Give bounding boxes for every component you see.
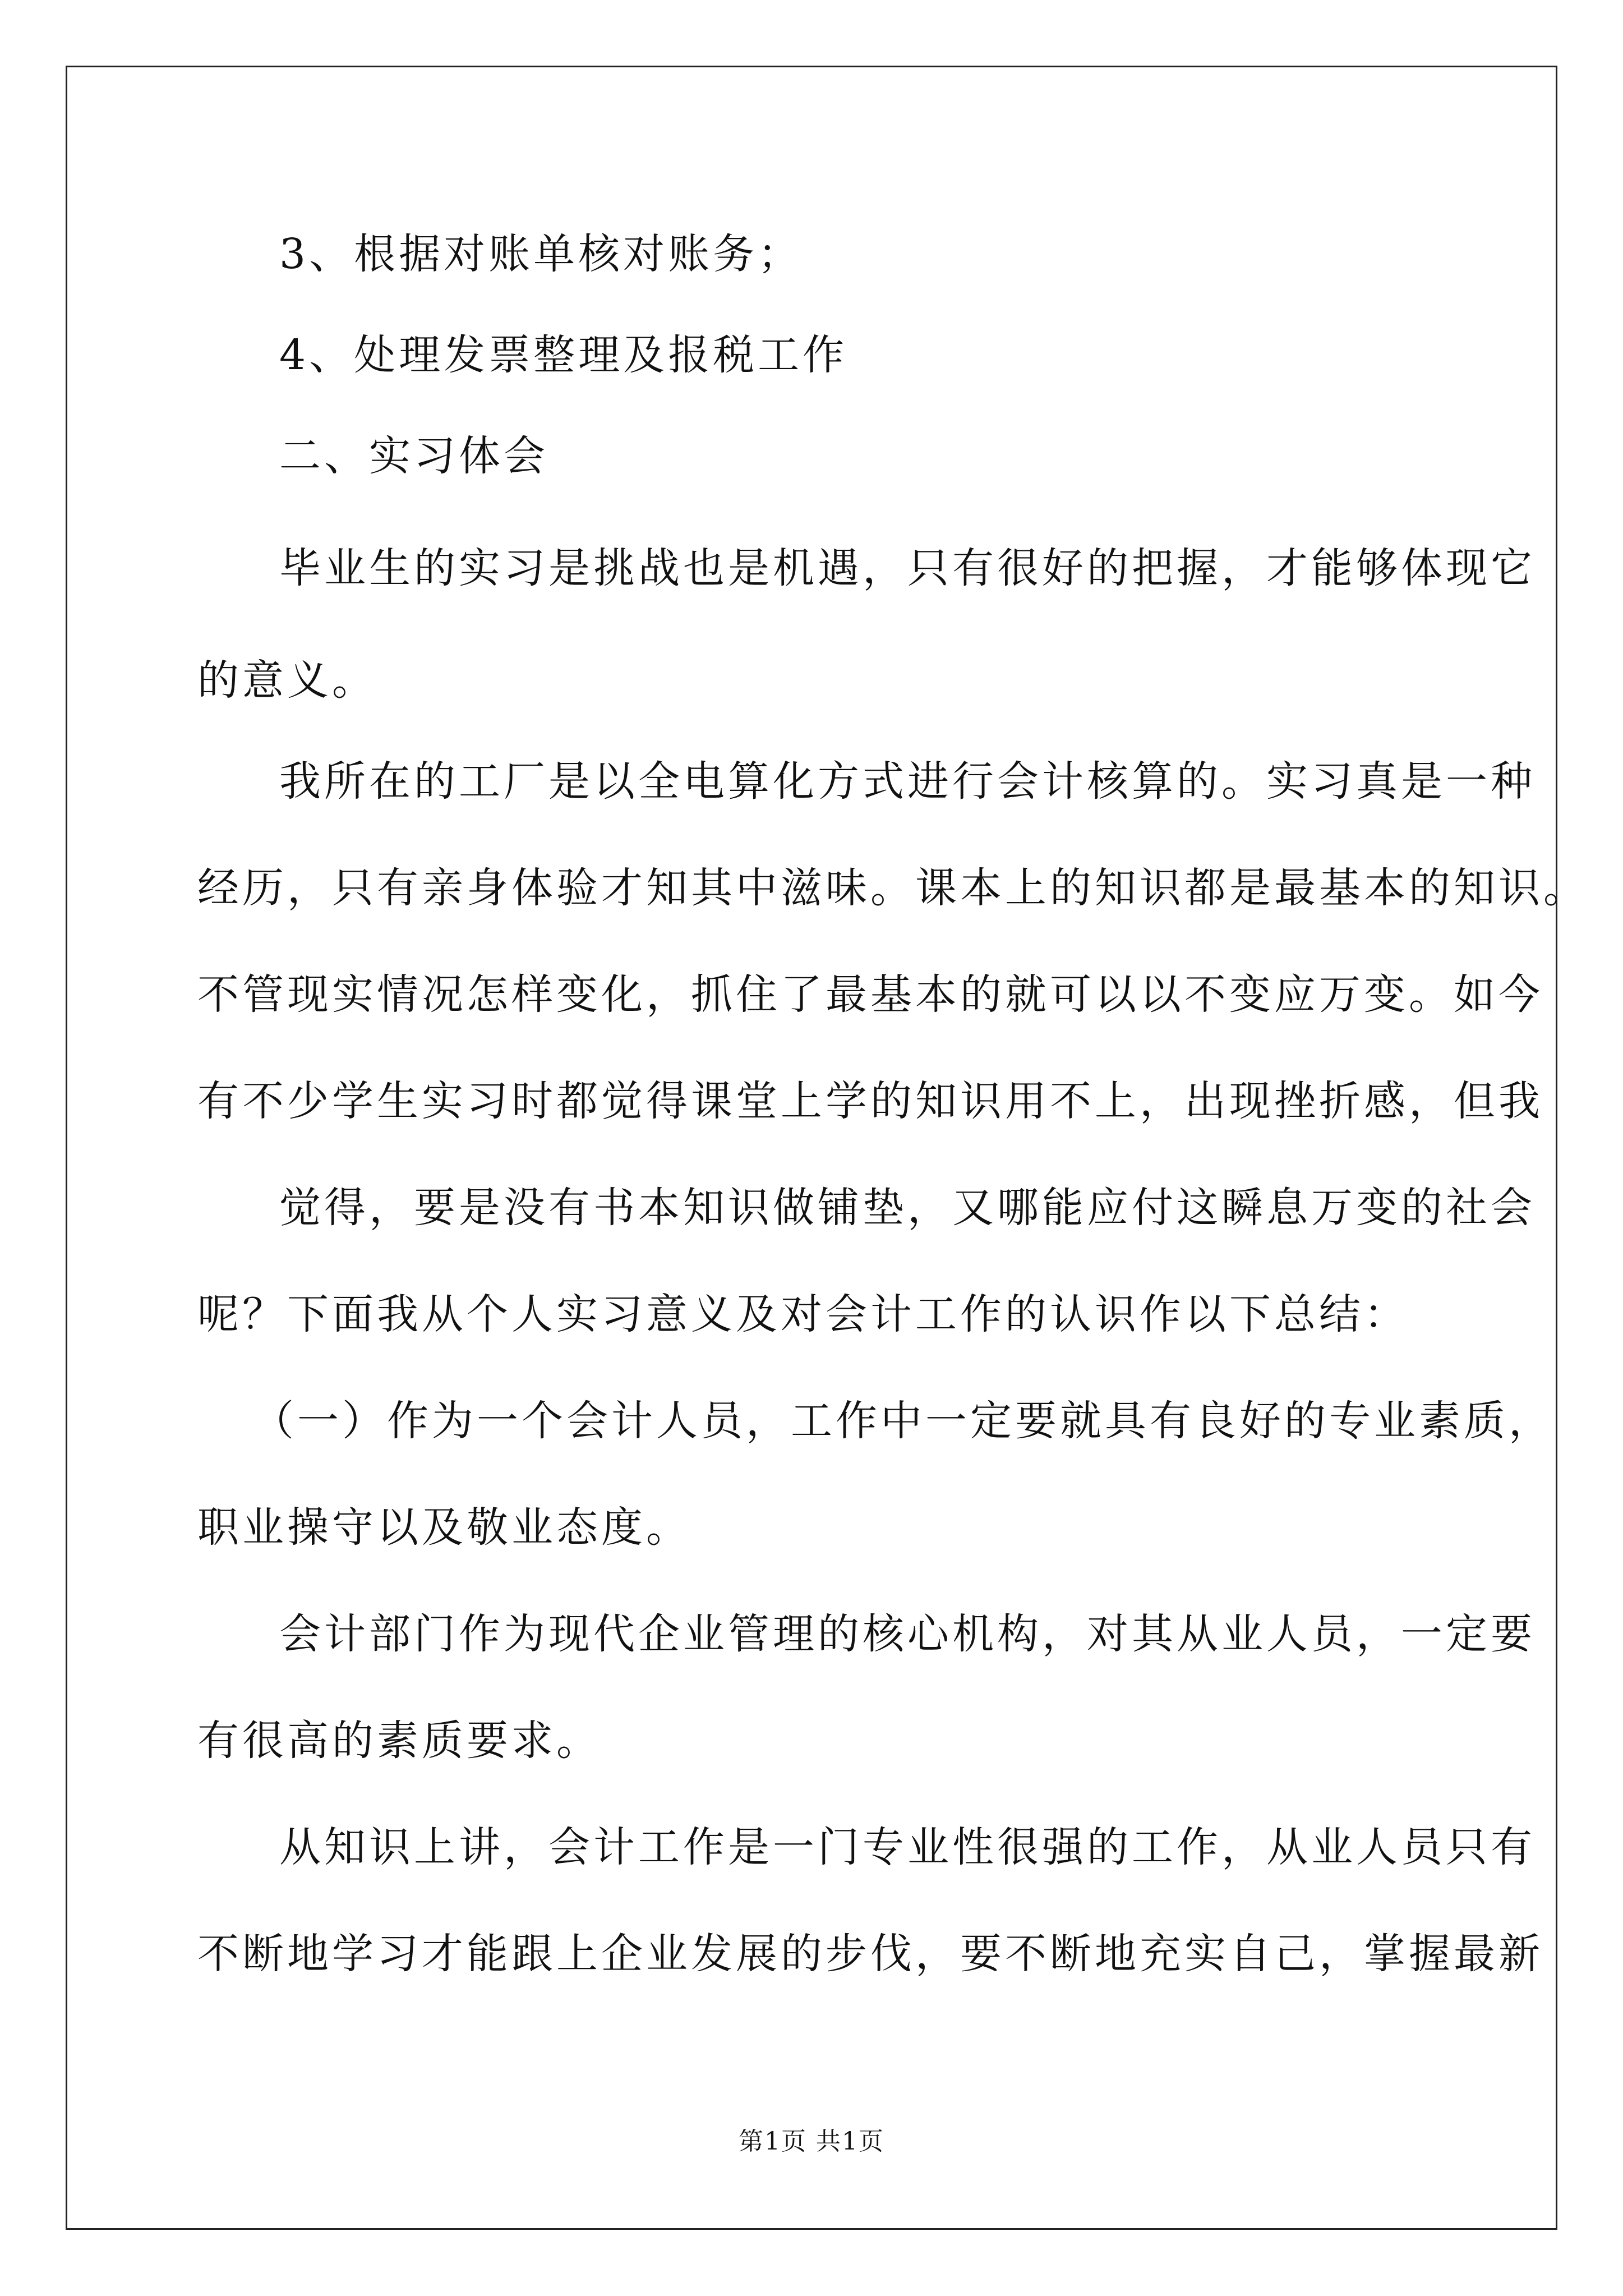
paragraph-line: 会计部门作为现代企业管理的核心机构，对其从业人员，一定要 bbox=[279, 1610, 1536, 1658]
list-item-4: 4、处理发票整理及报税工作 bbox=[279, 331, 848, 379]
paragraph-line: 有不少学生实习时都觉得课堂上学的知识用不上，出现挫折感，但我 bbox=[197, 1077, 1543, 1125]
paragraph-line: 我所在的工厂是以全电算化方式进行会计核算的。实习真是一种 bbox=[279, 757, 1536, 806]
subsection-heading: （一）作为一个会计人员，工作中一定要就具有良好的专业素质， bbox=[252, 1397, 1553, 1445]
page-footer: 第1页 共1页 bbox=[739, 2127, 884, 2156]
paragraph-line: 经历，只有亲身体验才知其中滋味。课本上的知识都是最基本的知识。 bbox=[197, 864, 1588, 912]
paragraph-line: 的意义。 bbox=[197, 656, 377, 705]
paragraph-line: 觉得，要是没有书本知识做铺垫，又哪能应付这瞬息万变的社会 bbox=[279, 1184, 1536, 1232]
paragraph-line: 职业操守以及敬业态度。 bbox=[197, 1503, 691, 1552]
list-item-3: 3、根据对账单核对账务； bbox=[279, 230, 803, 278]
paragraph-line: 毕业生的实习是挑战也是机遇，只有很好的把握，才能够体现它 bbox=[279, 544, 1536, 592]
page-border bbox=[66, 66, 1557, 2230]
paragraph-line: 呢？下面我从个人实习意义及对会计工作的认识作以下总结： bbox=[197, 1290, 1409, 1338]
paragraph-line: 不断地学习才能跟上企业发展的步伐，要不断地充实自己，掌握最新 bbox=[197, 1930, 1543, 1978]
paragraph-line: 有很高的素质要求。 bbox=[197, 1717, 601, 1765]
section-heading: 二、实习体会 bbox=[279, 432, 548, 480]
paragraph-line: 从知识上讲，会计工作是一门专业性很强的工作，从业人员只有 bbox=[279, 1823, 1536, 1871]
paragraph-line: 不管现实情况怎样变化，抓住了最基本的就可以以不变应万变。如今 bbox=[197, 970, 1543, 1019]
